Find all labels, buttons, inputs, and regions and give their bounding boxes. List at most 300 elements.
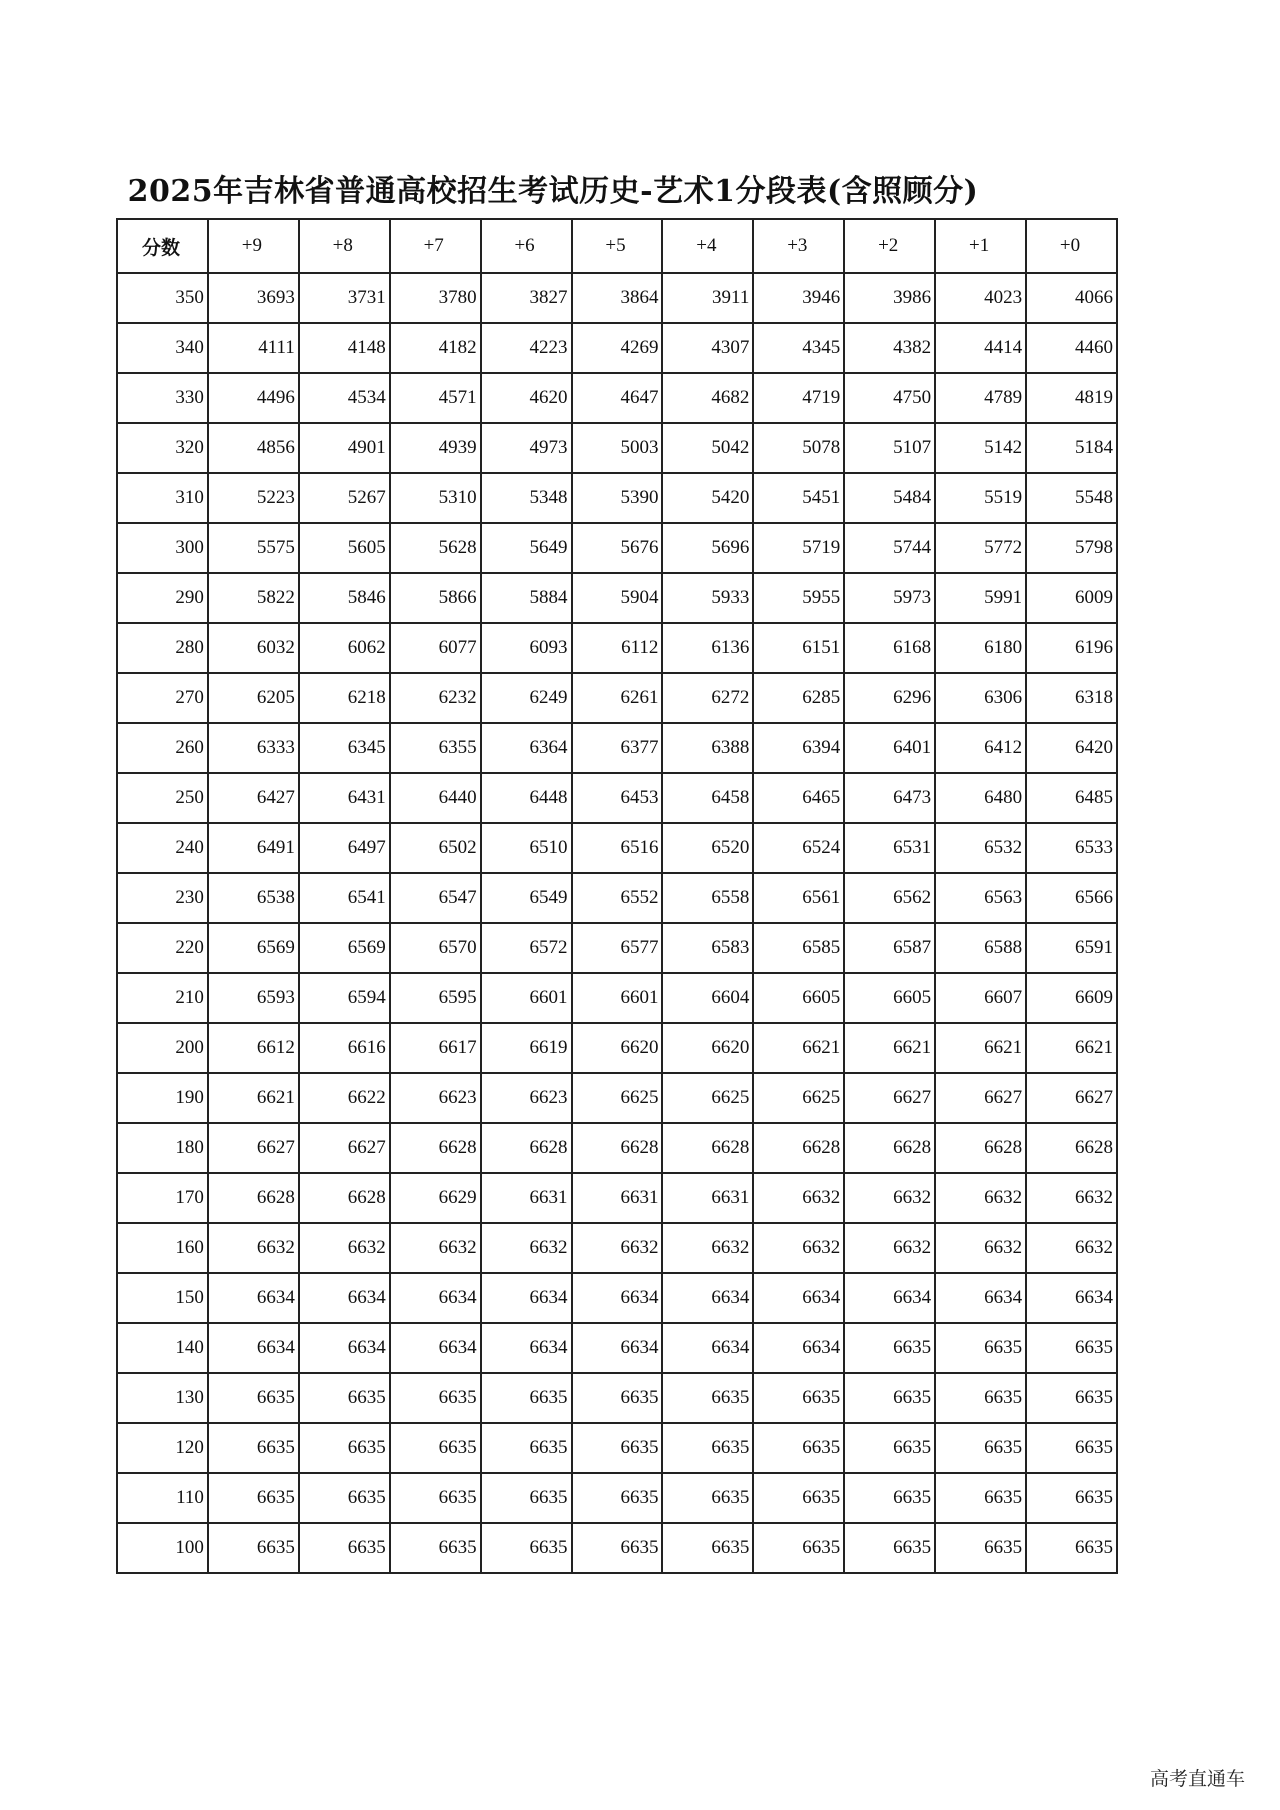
table-cell: 6623	[390, 1073, 481, 1123]
table-cell: 210	[117, 973, 208, 1023]
table-cell: 6632	[753, 1223, 844, 1273]
table-cell: 220	[117, 923, 208, 973]
table-cell: 200	[117, 1023, 208, 1073]
table-cell: 6632	[1026, 1173, 1117, 1223]
table-cell: 6635	[1026, 1323, 1117, 1373]
table-cell: 6635	[935, 1323, 1026, 1373]
table-cell: 4719	[753, 373, 844, 423]
table-cell: 6635	[481, 1523, 572, 1573]
table-row	[117, 523, 1117, 573]
table-cell: 6587	[844, 923, 935, 973]
table-cell: 5042	[662, 423, 753, 473]
table-cell: 6112	[572, 623, 663, 673]
table-cell: 6533	[1026, 823, 1117, 873]
table-row	[117, 1373, 1117, 1423]
table-cell: 6627	[935, 1073, 1026, 1123]
table-cell: 5676	[572, 523, 663, 573]
table-cell: 6558	[662, 873, 753, 923]
column-header: 分数	[117, 219, 208, 273]
table-row	[117, 573, 1117, 623]
column-header: +8	[299, 219, 390, 273]
table-cell: 6635	[1026, 1423, 1117, 1473]
table-cell: 6635	[1026, 1373, 1117, 1423]
table-cell: 6577	[572, 923, 663, 973]
table-cell: 6635	[844, 1373, 935, 1423]
table-cell: 6625	[753, 1073, 844, 1123]
table-cell: 6617	[390, 1023, 481, 1073]
table-cell: 3986	[844, 273, 935, 323]
table-cell: 6634	[481, 1273, 572, 1323]
table-cell: 170	[117, 1173, 208, 1223]
table-row	[117, 1073, 1117, 1123]
table-cell: 4382	[844, 323, 935, 373]
table-cell: 6634	[572, 1323, 663, 1373]
table-cell: 6594	[299, 973, 390, 1023]
table-cell: 6622	[299, 1073, 390, 1123]
table-cell: 4111	[208, 323, 299, 373]
table-cell: 6609	[1026, 973, 1117, 1023]
table-cell: 6585	[753, 923, 844, 973]
table-cell: 6510	[481, 823, 572, 873]
table-cell: 6364	[481, 723, 572, 773]
table-cell: 6569	[208, 923, 299, 973]
table-cell: 6632	[572, 1223, 663, 1273]
column-header: +2	[844, 219, 935, 273]
table-cell: 6634	[753, 1323, 844, 1373]
table-cell: 6635	[844, 1423, 935, 1473]
table-cell: 6561	[753, 873, 844, 923]
table-cell: 6632	[1026, 1223, 1117, 1273]
table-cell: 6635	[662, 1373, 753, 1423]
table-cell: 4973	[481, 423, 572, 473]
table-cell: 6635	[481, 1473, 572, 1523]
table-cell: 3780	[390, 273, 481, 323]
table-cell: 6502	[390, 823, 481, 873]
table-cell: 4901	[299, 423, 390, 473]
table-cell: 6634	[1026, 1273, 1117, 1323]
table-cell: 190	[117, 1073, 208, 1123]
table-cell: 310	[117, 473, 208, 523]
table-cell: 6595	[390, 973, 481, 1023]
column-header: +4	[662, 219, 753, 273]
table-cell: 6285	[753, 673, 844, 723]
table-cell: 6480	[935, 773, 1026, 823]
column-header: +1	[935, 219, 1026, 273]
table-cell: 6588	[935, 923, 1026, 973]
table-cell: 6440	[390, 773, 481, 823]
table-cell: 6632	[662, 1223, 753, 1273]
table-cell: 6621	[753, 1023, 844, 1073]
table-row	[117, 1273, 1117, 1323]
table-cell: 6377	[572, 723, 663, 773]
table-cell: 6632	[481, 1223, 572, 1273]
table-cell: 6569	[299, 923, 390, 973]
table-cell: 6168	[844, 623, 935, 673]
table-cell: 5744	[844, 523, 935, 573]
table-cell: 6627	[208, 1123, 299, 1173]
table-cell: 4460	[1026, 323, 1117, 373]
table-cell: 6628	[935, 1123, 1026, 1173]
table-cell: 6473	[844, 773, 935, 823]
table-cell: 6635	[844, 1323, 935, 1373]
table-cell: 6634	[662, 1323, 753, 1373]
table-cell: 5933	[662, 573, 753, 623]
table-cell: 3731	[299, 273, 390, 323]
table-cell: 3827	[481, 273, 572, 323]
table-cell: 6627	[844, 1073, 935, 1123]
table-cell: 4307	[662, 323, 753, 373]
table-cell: 6593	[208, 973, 299, 1023]
table-cell: 6631	[662, 1173, 753, 1223]
score-distribution-table	[116, 218, 1118, 1574]
table-row	[117, 1023, 1117, 1073]
table-cell: 6218	[299, 673, 390, 723]
table-cell: 6628	[844, 1123, 935, 1173]
table-cell: 130	[117, 1373, 208, 1423]
table-cell: 6625	[572, 1073, 663, 1123]
table-cell: 3946	[753, 273, 844, 323]
table-cell: 6635	[753, 1373, 844, 1423]
table-cell: 6628	[208, 1173, 299, 1223]
table-cell: 4414	[935, 323, 1026, 373]
table-cell: 6093	[481, 623, 572, 673]
column-header: +7	[390, 219, 481, 273]
table-cell: 5798	[1026, 523, 1117, 573]
table-cell: 6427	[208, 773, 299, 823]
table-cell: 340	[117, 323, 208, 373]
table-cell: 6631	[572, 1173, 663, 1223]
table-cell: 270	[117, 673, 208, 723]
table-cell: 4571	[390, 373, 481, 423]
table-cell: 6601	[481, 973, 572, 1023]
table-cell: 6635	[481, 1423, 572, 1473]
table-cell: 110	[117, 1473, 208, 1523]
table-cell: 6634	[572, 1273, 663, 1323]
table-cell: 5519	[935, 473, 1026, 523]
table-cell: 140	[117, 1323, 208, 1373]
table-cell: 6634	[390, 1323, 481, 1373]
table-cell: 6306	[935, 673, 1026, 723]
table-cell: 5772	[935, 523, 1026, 573]
table-row	[117, 373, 1117, 423]
table-cell: 6635	[299, 1373, 390, 1423]
table-cell: 6635	[390, 1473, 481, 1523]
table-cell: 5184	[1026, 423, 1117, 473]
table-cell: 6634	[208, 1323, 299, 1373]
table-cell: 6635	[572, 1423, 663, 1473]
table-cell: 250	[117, 773, 208, 823]
table-cell: 5719	[753, 523, 844, 573]
table-cell: 4682	[662, 373, 753, 423]
table-cell: 6628	[662, 1123, 753, 1173]
table-cell: 6635	[299, 1423, 390, 1473]
table-cell: 6627	[299, 1123, 390, 1173]
table-cell: 6634	[208, 1273, 299, 1323]
table-cell: 6620	[572, 1023, 663, 1073]
table-cell: 6635	[662, 1423, 753, 1473]
table-cell: 6625	[662, 1073, 753, 1123]
table-row	[117, 973, 1117, 1023]
table-cell: 6628	[390, 1123, 481, 1173]
table-cell: 4620	[481, 373, 572, 423]
table-cell: 150	[117, 1273, 208, 1323]
table-cell: 5866	[390, 573, 481, 623]
table-cell: 5846	[299, 573, 390, 623]
table-cell: 6531	[844, 823, 935, 873]
table-cell: 6620	[662, 1023, 753, 1073]
table-cell: 6635	[390, 1523, 481, 1573]
table-cell: 6136	[662, 623, 753, 673]
table-cell: 240	[117, 823, 208, 873]
table-cell: 6634	[753, 1273, 844, 1323]
table-row	[117, 473, 1117, 523]
table-cell: 6635	[1026, 1523, 1117, 1573]
table-cell: 6628	[1026, 1123, 1117, 1173]
table-cell: 6628	[481, 1123, 572, 1173]
table-cell: 6552	[572, 873, 663, 923]
table-cell: 4819	[1026, 373, 1117, 423]
table-cell: 6632	[299, 1223, 390, 1273]
table-cell: 6524	[753, 823, 844, 873]
table-cell: 6635	[572, 1523, 663, 1573]
table-cell: 6635	[481, 1373, 572, 1423]
table-cell: 6448	[481, 773, 572, 823]
table-row	[117, 1223, 1117, 1273]
table-cell: 6249	[481, 673, 572, 723]
table-cell: 6632	[935, 1223, 1026, 1273]
table-cell: 6619	[481, 1023, 572, 1073]
table-cell: 6635	[844, 1473, 935, 1523]
table-cell: 350	[117, 273, 208, 323]
table-cell: 290	[117, 573, 208, 623]
table-cell: 6485	[1026, 773, 1117, 823]
table-cell: 6635	[935, 1373, 1026, 1423]
table-cell: 6631	[481, 1173, 572, 1223]
table-cell: 6621	[208, 1073, 299, 1123]
table-cell: 6635	[935, 1473, 1026, 1523]
table-cell: 5904	[572, 573, 663, 623]
table-cell: 6635	[208, 1373, 299, 1423]
table-cell: 5107	[844, 423, 935, 473]
table-cell: 5003	[572, 423, 663, 473]
table-cell: 6635	[753, 1423, 844, 1473]
column-header: +6	[481, 219, 572, 273]
table-cell: 6635	[662, 1523, 753, 1573]
table-cell: 6634	[481, 1323, 572, 1373]
table-cell: 6634	[299, 1273, 390, 1323]
table-cell: 6621	[844, 1023, 935, 1073]
table-cell: 6628	[299, 1173, 390, 1223]
table-cell: 4750	[844, 373, 935, 423]
table-cell: 6453	[572, 773, 663, 823]
table-cell: 5484	[844, 473, 935, 523]
table-cell: 4939	[390, 423, 481, 473]
table-row	[117, 1123, 1117, 1173]
table-cell: 6612	[208, 1023, 299, 1073]
table-cell: 4647	[572, 373, 663, 423]
table-cell: 4066	[1026, 273, 1117, 323]
table-cell: 6062	[299, 623, 390, 673]
table-cell: 6628	[572, 1123, 663, 1173]
table-cell: 6261	[572, 673, 663, 723]
table-cell: 6465	[753, 773, 844, 823]
page-title: 2025年吉林省普通高校招生考试历史-艺术1分段表(含照顾分)	[127, 174, 979, 209]
table-cell: 6180	[935, 623, 1026, 673]
table-cell: 6549	[481, 873, 572, 923]
table-row	[117, 1173, 1117, 1223]
table-row	[117, 873, 1117, 923]
column-header: +9	[208, 219, 299, 273]
table-cell: 5628	[390, 523, 481, 573]
table-cell: 6621	[935, 1023, 1026, 1073]
table-cell: 4345	[753, 323, 844, 373]
table-cell: 6635	[299, 1473, 390, 1523]
table-cell: 4856	[208, 423, 299, 473]
table-cell: 6632	[844, 1223, 935, 1273]
table-cell: 6583	[662, 923, 753, 973]
table-cell: 5310	[390, 473, 481, 523]
table-cell: 5991	[935, 573, 1026, 623]
table-cell: 6516	[572, 823, 663, 873]
table-row	[117, 623, 1117, 673]
table-row	[117, 773, 1117, 823]
table-cell: 6635	[390, 1373, 481, 1423]
table-cell: 6355	[390, 723, 481, 773]
table-cell: 5142	[935, 423, 1026, 473]
table-cell: 4182	[390, 323, 481, 373]
table-cell: 6232	[390, 673, 481, 723]
table-row	[117, 673, 1117, 723]
table-cell: 6623	[481, 1073, 572, 1123]
table-cell: 6563	[935, 873, 1026, 923]
table-cell: 6629	[390, 1173, 481, 1223]
table-cell: 5822	[208, 573, 299, 623]
table-cell: 6333	[208, 723, 299, 773]
table-row	[117, 1423, 1117, 1473]
table-cell: 6401	[844, 723, 935, 773]
table-cell: 6538	[208, 873, 299, 923]
table-cell: 6634	[844, 1273, 935, 1323]
table-cell: 5973	[844, 573, 935, 623]
table-cell: 6420	[1026, 723, 1117, 773]
table-cell: 6634	[662, 1273, 753, 1323]
table-row	[117, 323, 1117, 373]
table-cell: 330	[117, 373, 208, 423]
table-cell: 4223	[481, 323, 572, 373]
table-row	[117, 273, 1117, 323]
table-cell: 5451	[753, 473, 844, 523]
table-cell: 5390	[572, 473, 663, 523]
table-cell: 160	[117, 1223, 208, 1273]
table-row	[117, 923, 1117, 973]
table-cell: 300	[117, 523, 208, 573]
table-cell: 5078	[753, 423, 844, 473]
table-cell: 5223	[208, 473, 299, 523]
table-cell: 6491	[208, 823, 299, 873]
table-row	[117, 1323, 1117, 1373]
table-cell: 6605	[753, 973, 844, 1023]
table-cell: 6394	[753, 723, 844, 773]
table-cell: 6635	[572, 1373, 663, 1423]
table-cell: 6572	[481, 923, 572, 973]
table-cell: 5575	[208, 523, 299, 573]
table-cell: 6634	[299, 1323, 390, 1373]
table-cell: 6627	[1026, 1073, 1117, 1123]
source-watermark: 高考直通车	[1150, 1768, 1246, 1790]
table-row	[117, 1473, 1117, 1523]
table-cell: 100	[117, 1523, 208, 1573]
table-cell: 6591	[1026, 923, 1117, 973]
table-cell: 6634	[390, 1273, 481, 1323]
table-cell: 6077	[390, 623, 481, 673]
table-cell: 6547	[390, 873, 481, 923]
table-cell: 6458	[662, 773, 753, 823]
table-cell: 6634	[935, 1273, 1026, 1323]
table-row	[117, 723, 1117, 773]
table-row	[117, 1523, 1117, 1573]
table-cell: 320	[117, 423, 208, 473]
table-cell: 6205	[208, 673, 299, 723]
table-cell: 5649	[481, 523, 572, 573]
table-cell: 180	[117, 1123, 208, 1173]
table-cell: 5605	[299, 523, 390, 573]
table-cell: 6605	[844, 973, 935, 1023]
table-cell: 6621	[1026, 1023, 1117, 1073]
table-cell: 6635	[390, 1423, 481, 1473]
table-cell: 6632	[753, 1173, 844, 1223]
table-cell: 6635	[208, 1423, 299, 1473]
table-cell: 6632	[935, 1173, 1026, 1223]
table-cell: 6635	[753, 1473, 844, 1523]
table-cell: 6566	[1026, 873, 1117, 923]
table-cell: 5420	[662, 473, 753, 523]
table-cell: 6388	[662, 723, 753, 773]
table-cell: 6532	[935, 823, 1026, 873]
table-cell: 5696	[662, 523, 753, 573]
table-row	[117, 823, 1117, 873]
table-cell: 4496	[208, 373, 299, 423]
table-cell: 6009	[1026, 573, 1117, 623]
table-cell: 6635	[662, 1473, 753, 1523]
table-cell: 6345	[299, 723, 390, 773]
table-cell: 260	[117, 723, 208, 773]
table-cell: 5884	[481, 573, 572, 623]
table-cell: 6497	[299, 823, 390, 873]
table-cell: 6635	[208, 1523, 299, 1573]
table-cell: 6562	[844, 873, 935, 923]
table-cell: 6604	[662, 973, 753, 1023]
table-cell: 6635	[1026, 1473, 1117, 1523]
table-cell: 6296	[844, 673, 935, 723]
table-cell: 6520	[662, 823, 753, 873]
column-header: +0	[1026, 219, 1117, 273]
table-cell: 6272	[662, 673, 753, 723]
table-cell: 6431	[299, 773, 390, 823]
table-cell: 6635	[844, 1523, 935, 1573]
table-cell: 6541	[299, 873, 390, 923]
table-cell: 6635	[935, 1523, 1026, 1573]
table-cell: 6635	[299, 1523, 390, 1573]
table-cell: 6032	[208, 623, 299, 673]
table-cell: 6635	[208, 1473, 299, 1523]
table-cell: 6412	[935, 723, 1026, 773]
table-cell: 6196	[1026, 623, 1117, 673]
table-cell: 4269	[572, 323, 663, 373]
table-cell: 6635	[753, 1523, 844, 1573]
table-cell: 120	[117, 1423, 208, 1473]
table-cell: 5267	[299, 473, 390, 523]
table-cell: 5348	[481, 473, 572, 523]
